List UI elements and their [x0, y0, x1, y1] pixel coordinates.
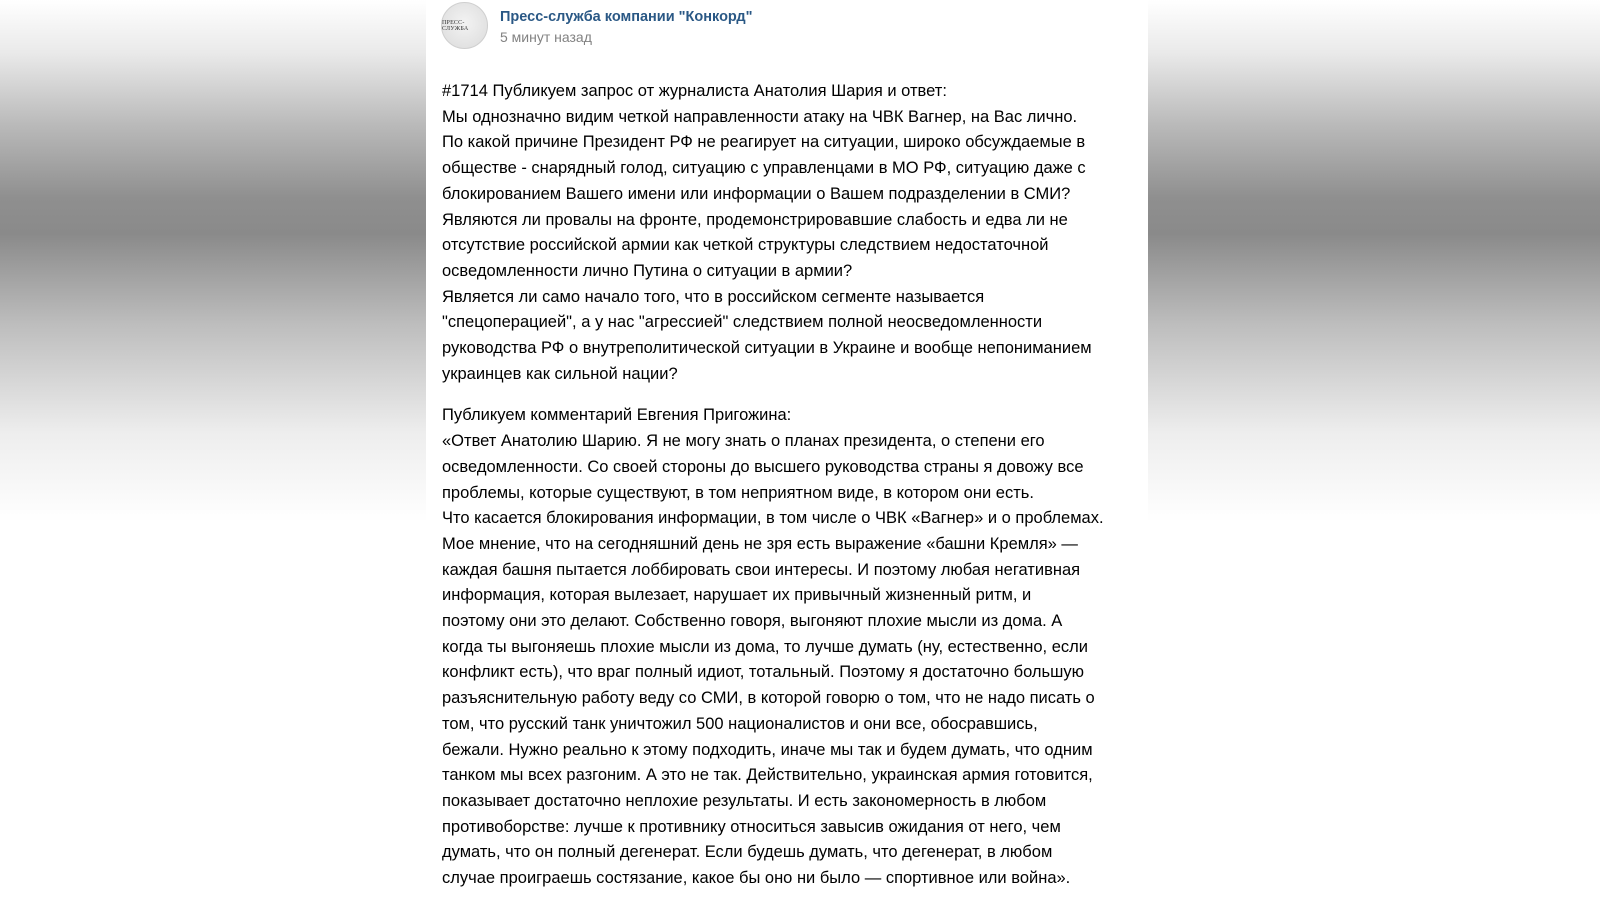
post-text-line: информация, которая вылезает, нарушает их привычный жизненный ритм, и [442, 586, 1032, 605]
post-text-line: украинцев как сильной нации? [442, 364, 678, 383]
post-text-line: обществе - снарядный голод, ситуацию с управленцами в МО РФ, ситуацию даже с [442, 159, 1086, 178]
post-text-line: противоборстве: лучше к противнику относиться завысив ожидания от него, чем [442, 817, 1061, 836]
avatar-logo-text: ПРЕСС-СЛУЖБА [442, 19, 469, 32]
post-body [442, 79, 1146, 892]
post-text-line: случае проиграешь состязание, какое бы оно ни было — спортивное или война». [442, 869, 1071, 888]
paragraph-spacer [442, 387, 1146, 403]
post-text-line: проблемы, которые существуют, в том неприятном виде, в котором они есть. [442, 483, 1034, 502]
post-text-line: когда ты выгоняешь плохие мысли из дома, то лучше думать (ну, естественно, если [442, 637, 1088, 656]
post-text-line: "спецоперацией", а у нас "агрессией" следствием полной неосведомленности [442, 313, 1043, 332]
post-text-line: руководства РФ о внутреполитической ситуации в Украине и вообще непониманием [442, 339, 1092, 358]
author-block [500, 2, 753, 46]
author-name-link[interactable]: Пресс-служба компании "Конкорд" [500, 9, 753, 25]
post-text-line: бежали. Нужно реально к этому подходить, иначе мы так и будем думать, что одним [442, 740, 1093, 759]
post-header [441, 2, 753, 52]
post-text-line: «Ответ Анатолию Шарию. Я не могу знать о планах президента, о степени его [442, 432, 1045, 451]
post-text-line: Являются ли провалы на фронте, продемонстрировавшие слабость и едва ли не [442, 210, 1068, 229]
post-text-line: осведомленности лично Путина о ситуации в армии? [442, 261, 853, 280]
post-text-line: Мы однозначно видим четкой направленности атаку на ЧВК Вагнер, на Вас лично. [442, 107, 1078, 126]
post-text-line: осведомленности. Со своей стороны до высшего руководства страны я довожу все [442, 457, 1084, 476]
post-text-line: #1714 Публикуем запрос от журналиста Анатолия Шария и ответ: [442, 82, 947, 100]
post-text-line: разъяснительную работу веду со СМИ, в которой говорю о том, что не надо писать о [442, 689, 1095, 708]
post-text-line: поэтому они это делают. Собственно говоря, выгоняют плохие мысли из дома. А [442, 612, 1063, 631]
post-text-line: танком мы всех разгоним. А это не так. Действительно, украинская армия готовится, [442, 766, 1093, 785]
post-text-line: По какой причине Президент РФ не реагирует на ситуации, широко обсуждаемые в [442, 133, 1086, 152]
avatar[interactable] [441, 2, 488, 49]
post-text-line: показывает достаточно неплохие результаты. И есть закономерность в любом [442, 791, 1047, 810]
post-text-line: думать, что он полный дегенерат. Если будешь думать, что дегенерат, в любом [442, 843, 1053, 862]
post-timestamp[interactable]: 5 минут назад [500, 29, 592, 45]
post-text-line: отсутствие российской армии как четкой структуры следствием недостаточной [442, 236, 1049, 255]
post-text-line: Является ли само начало того, что в российском сегменте называется [442, 287, 985, 306]
post-text-line: Мое мнение, что на сегодняшний день не зря есть выражение «башни Кремля» — [442, 534, 1078, 553]
post-text-line: блокированием Вашего имени или информации о Вашем подразделении в СМИ? [442, 184, 1071, 203]
post-text-line: конфликт есть), что враг полный идиот, тотальный. Поэтому я достаточно большую [442, 663, 1084, 682]
post-text-line: том, что русский танк уничтожил 500 националистов и они все, обосравшись, [442, 714, 1038, 733]
post-text-line: каждая башня пытается лоббировать свои интересы. И поэтому любая негативная [442, 560, 1081, 579]
post-card [426, 0, 1148, 900]
post-text-line: Что касается блокирования информации, в том числе о ЧВК «Вагнер» и о проблемах. [442, 509, 1104, 528]
post-text-line: Публикуем комментарий Евгения Пригожина: [442, 406, 792, 425]
